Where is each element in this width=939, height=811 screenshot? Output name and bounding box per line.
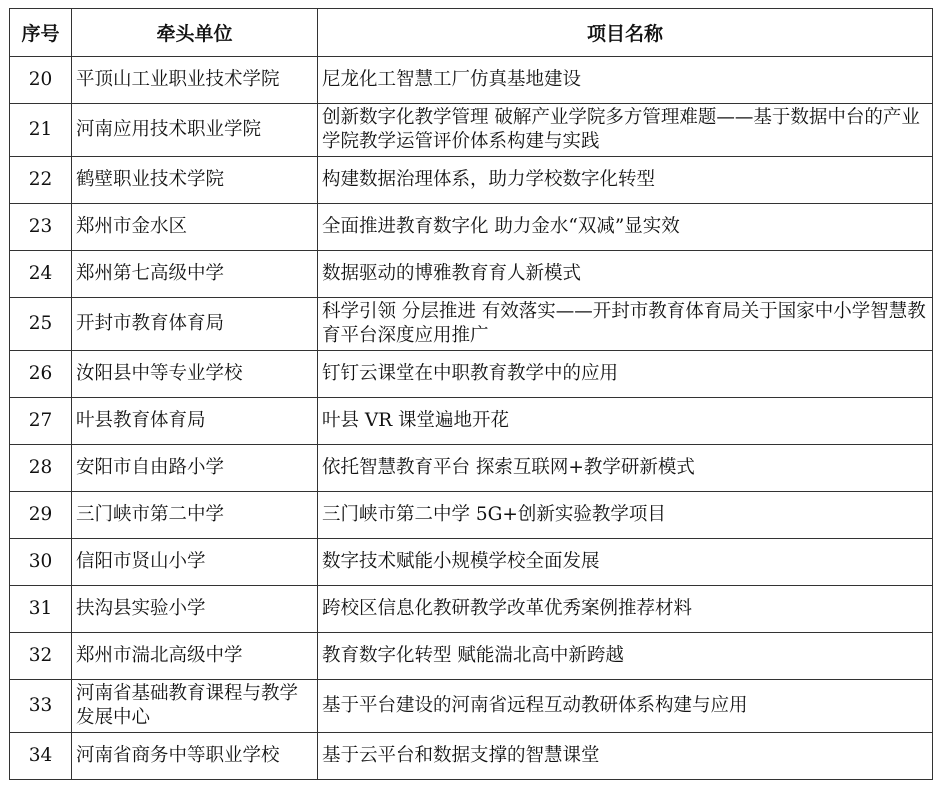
header-num: 序号 bbox=[10, 9, 72, 57]
table-row bbox=[10, 680, 933, 733]
header-row bbox=[10, 9, 933, 57]
row-name: 基于平台建设的河南省远程互动教研体系构建与应用 bbox=[318, 680, 933, 733]
table-row bbox=[10, 733, 933, 780]
row-name: 教育数字化转型 赋能湍北高中新跨越 bbox=[318, 633, 933, 680]
row-name: 科学引领 分层推进 有效落实——开封市教育体育局关于国家中小学智慧教育平台深度应用推广 bbox=[318, 298, 933, 351]
project-table bbox=[9, 8, 933, 780]
row-name: 基于云平台和数据支撑的智慧课堂 bbox=[318, 733, 933, 780]
row-num: 25 bbox=[10, 298, 72, 351]
row-name: 尼龙化工智慧工厂仿真基地建设 bbox=[318, 57, 933, 104]
header-unit: 牵头单位 bbox=[72, 9, 318, 57]
table-row bbox=[10, 157, 933, 204]
row-unit: 扶沟县实验小学 bbox=[72, 586, 318, 633]
row-name: 数字技术赋能小规模学校全面发展 bbox=[318, 539, 933, 586]
table-row bbox=[10, 57, 933, 104]
table-row bbox=[10, 298, 933, 351]
table-row bbox=[10, 351, 933, 398]
row-num: 24 bbox=[10, 251, 72, 298]
row-unit: 开封市教育体育局 bbox=[72, 298, 318, 351]
row-unit: 信阳市贤山小学 bbox=[72, 539, 318, 586]
row-num: 27 bbox=[10, 398, 72, 445]
table-row bbox=[10, 204, 933, 251]
row-name: 叶县 VR 课堂遍地开花 bbox=[318, 398, 933, 445]
row-num: 30 bbox=[10, 539, 72, 586]
row-name: 三门峡市第二中学 5G+创新实验教学项目 bbox=[318, 492, 933, 539]
row-name: 依托智慧教育平台 探索互联网+教学研新模式 bbox=[318, 445, 933, 492]
row-unit: 安阳市自由路小学 bbox=[72, 445, 318, 492]
row-unit: 叶县教育体育局 bbox=[72, 398, 318, 445]
table-row bbox=[10, 251, 933, 298]
row-name: 数据驱动的博雅教育育人新模式 bbox=[318, 251, 933, 298]
row-num: 22 bbox=[10, 157, 72, 204]
row-unit: 河南省商务中等职业学校 bbox=[72, 733, 318, 780]
row-name: 钉钉云课堂在中职教育教学中的应用 bbox=[318, 351, 933, 398]
row-num: 33 bbox=[10, 680, 72, 733]
table-row bbox=[10, 586, 933, 633]
table-row bbox=[10, 104, 933, 157]
row-unit: 河南应用技术职业学院 bbox=[72, 104, 318, 157]
header-name: 项目名称 bbox=[318, 9, 933, 57]
row-name: 构建数据治理体系，助力学校数字化转型 bbox=[318, 157, 933, 204]
row-unit: 平顶山工业职业技术学院 bbox=[72, 57, 318, 104]
row-num: 34 bbox=[10, 733, 72, 780]
row-name: 全面推进教育数字化 助力金水“双减”显实效 bbox=[318, 204, 933, 251]
row-unit: 郑州市金水区 bbox=[72, 204, 318, 251]
row-num: 21 bbox=[10, 104, 72, 157]
row-unit: 三门峡市第二中学 bbox=[72, 492, 318, 539]
row-num: 31 bbox=[10, 586, 72, 633]
table-row bbox=[10, 492, 933, 539]
row-num: 26 bbox=[10, 351, 72, 398]
row-unit: 郑州市湍北高级中学 bbox=[72, 633, 318, 680]
row-num: 28 bbox=[10, 445, 72, 492]
row-num: 23 bbox=[10, 204, 72, 251]
row-unit: 河南省基础教育课程与教学发展中心 bbox=[72, 680, 318, 733]
table-row bbox=[10, 445, 933, 492]
row-num: 32 bbox=[10, 633, 72, 680]
row-name: 创新数字化教学管理 破解产业学院多方管理难题——基于数据中台的产业学院教学运管评价体系构建与实践 bbox=[318, 104, 933, 157]
row-unit: 汝阳县中等专业学校 bbox=[72, 351, 318, 398]
row-unit: 鹤壁职业技术学院 bbox=[72, 157, 318, 204]
table-row bbox=[10, 633, 933, 680]
table-row bbox=[10, 398, 933, 445]
row-num: 20 bbox=[10, 57, 72, 104]
row-name: 跨校区信息化教研教学改革优秀案例推荐材料 bbox=[318, 586, 933, 633]
row-num: 29 bbox=[10, 492, 72, 539]
row-unit: 郑州第七高级中学 bbox=[72, 251, 318, 298]
table-row bbox=[10, 539, 933, 586]
